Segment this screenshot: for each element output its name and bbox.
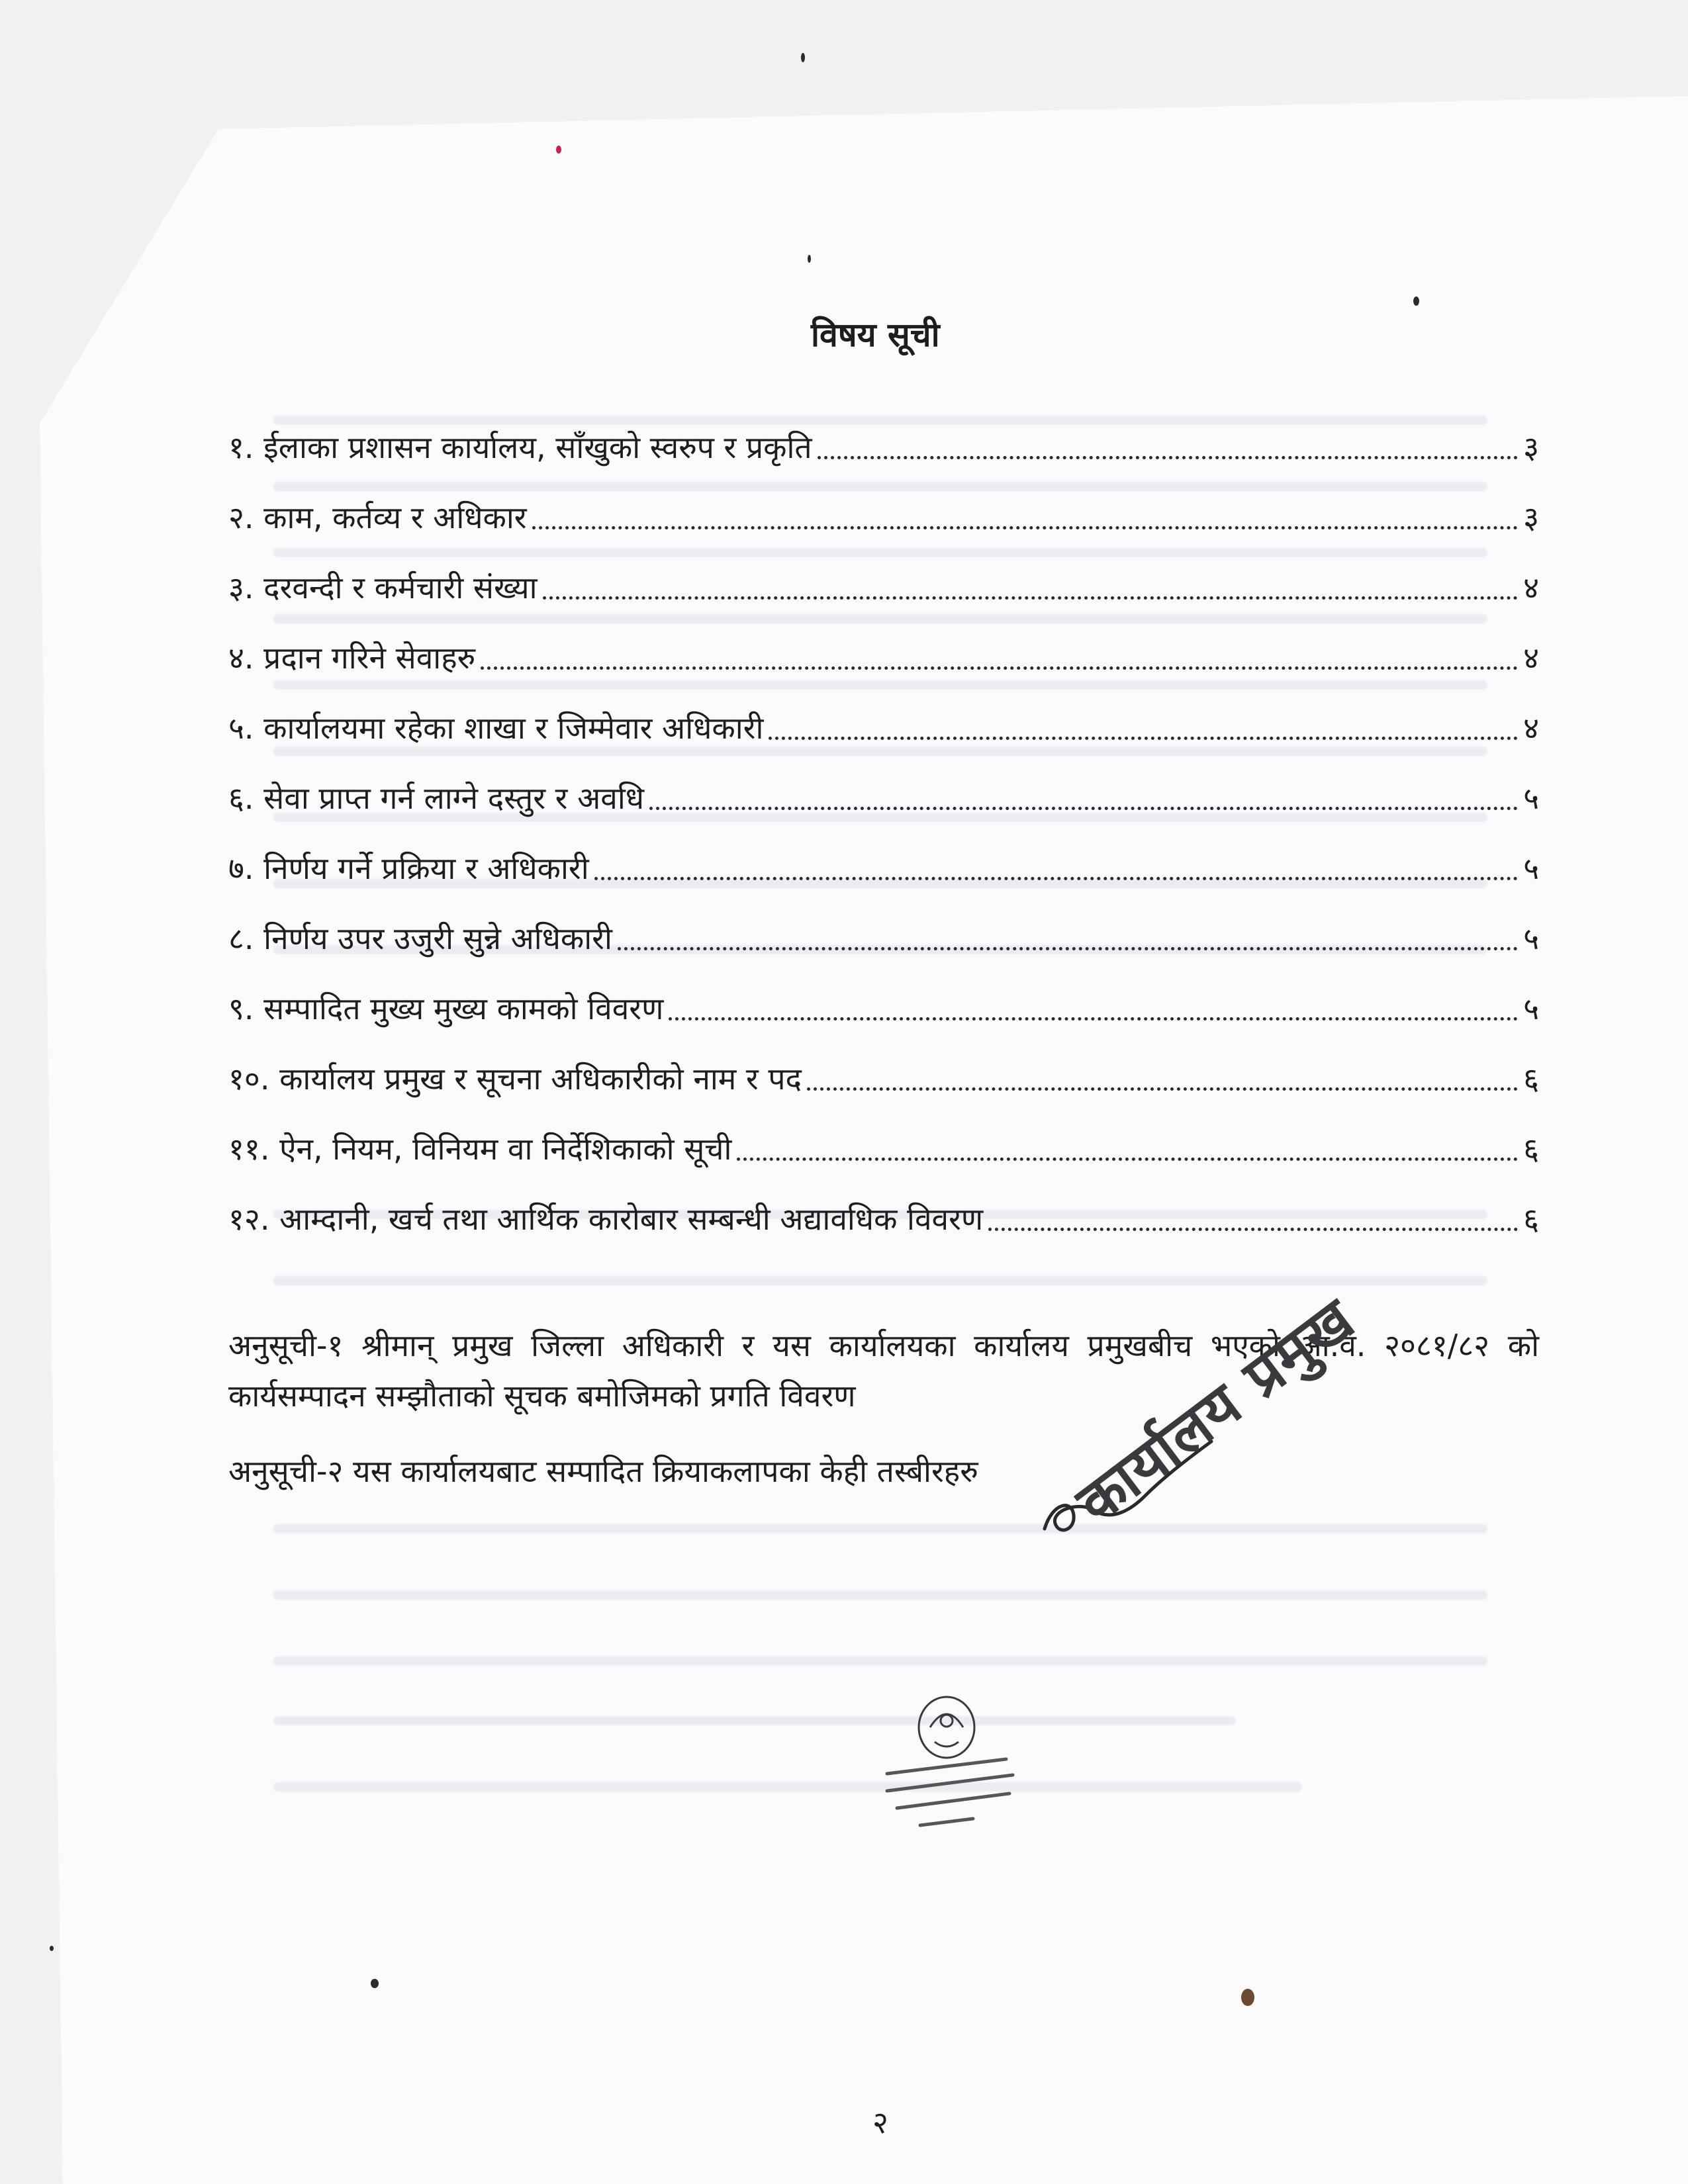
dot-leader (769, 737, 1518, 740)
toc-item-label: ४. प्रदान गरिने सेवाहरु (228, 640, 476, 676)
dot-leader (649, 807, 1518, 810)
dot-leader (481, 666, 1518, 670)
toc-item-page: ४ (1523, 570, 1539, 606)
dust-speck (808, 255, 811, 263)
toc-item-page: ६ (1523, 1131, 1539, 1167)
toc-item-page: ५ (1523, 921, 1539, 956)
dot-leader (988, 1228, 1518, 1231)
toc-item-page: ३ (1523, 430, 1539, 465)
table-of-contents (228, 397, 1539, 1239)
toc-item-label: १२. आम्दानी, खर्च तथा आर्थिक कारोबार सम्बन्धी अद्यावधिक विवरण (228, 1201, 984, 1237)
toc-item (228, 1028, 1539, 1099)
toc-item-page: ४ (1523, 710, 1539, 746)
toc-item-label: ११. ऐन, नियम, विनियम वा निर्देशिकाको सूची (228, 1131, 732, 1167)
dot-leader (807, 1087, 1518, 1091)
toc-item-page: ५ (1523, 780, 1539, 816)
annex-2-text: अनुसूची-२ यस कार्यालयबाट सम्पादित क्रियाकलापका केही तस्बीरहरु (228, 1453, 978, 1489)
toc-item-label: ३. दरवन्दी र कर्मचारी संख्या (228, 570, 538, 606)
annex-1-text: अनुसूची-१ श्रीमान् प्रमुख जिल्ला अधिकारी र यस कार्यालयका कार्यालय प्रमुखबीच भएको आ.व. २०८१/८२ को कार्यसम्पादन सम्झौताको सूचक बमोजिमको प्रगति विवरण (228, 1328, 1539, 1414)
toc-item-page: ६ (1523, 1201, 1539, 1237)
toc-item (228, 678, 1539, 748)
toc-item-label: ५. कार्यालयमा रहेका शाखा र जिम्मेवार अधिकारी (228, 710, 764, 746)
toc-item-label: २. काम, कर्तव्य र अधिकार (228, 500, 527, 535)
toc-item (228, 958, 1539, 1028)
page-title: विषय सूची (811, 316, 940, 354)
toc-item (228, 467, 1539, 537)
toc-item-page: ५ (1523, 850, 1539, 886)
toc-item-page: ३ (1523, 500, 1539, 535)
toc-item (228, 1169, 1539, 1239)
toc-item-page: ४ (1523, 640, 1539, 676)
dot-leader (669, 1017, 1518, 1021)
toc-item-label: ९. सम्पादित मुख्य मुख्य कामको विवरण (228, 991, 664, 1026)
dot-leader (618, 947, 1518, 950)
dot-leader (737, 1158, 1518, 1161)
toc-item-label: ७. निर्णय गर्ने प्रक्रिया र अधिकारी (228, 850, 589, 886)
dot-leader (532, 526, 1518, 529)
office-seal-graphic (861, 1681, 1072, 1840)
toc-item-page: ६ (1523, 1061, 1539, 1097)
office-head-stamp: कार्यालय प्रमुख (1064, 1284, 1368, 1537)
dot-leader (594, 877, 1518, 880)
toc-item (228, 1099, 1539, 1169)
dust-speck (801, 53, 805, 62)
dust-speck (1413, 296, 1419, 306)
toc-item (228, 888, 1539, 958)
dust-speck (50, 1946, 54, 1951)
toc-item (228, 818, 1539, 888)
toc-item (228, 537, 1539, 608)
page-number: २ (872, 2105, 888, 2140)
toc-item (228, 397, 1539, 467)
dust-speck (556, 146, 561, 154)
toc-item-label: १०. कार्यालय प्रमुख र सूचना अधिकारीको नाम र पद (228, 1061, 802, 1097)
toc-item-label: ८. निर्णय उपर उजुरी सुन्ने अधिकारी (228, 921, 612, 956)
dot-leader (543, 596, 1519, 600)
dust-speck (371, 1979, 379, 1988)
toc-item (228, 608, 1539, 678)
toc-item-label: १. ईलाका प्रशासन कार्यालय, साँखुको स्वरुप र प्रकृति (228, 430, 812, 465)
dot-leader (818, 456, 1518, 459)
toc-item-label: ६. सेवा प्राप्त गर्न लाग्ने दस्तुर र अवधि (228, 780, 645, 816)
toc-item-page: ५ (1523, 991, 1539, 1026)
dust-speck (1241, 1989, 1254, 2006)
toc-item (228, 748, 1539, 818)
